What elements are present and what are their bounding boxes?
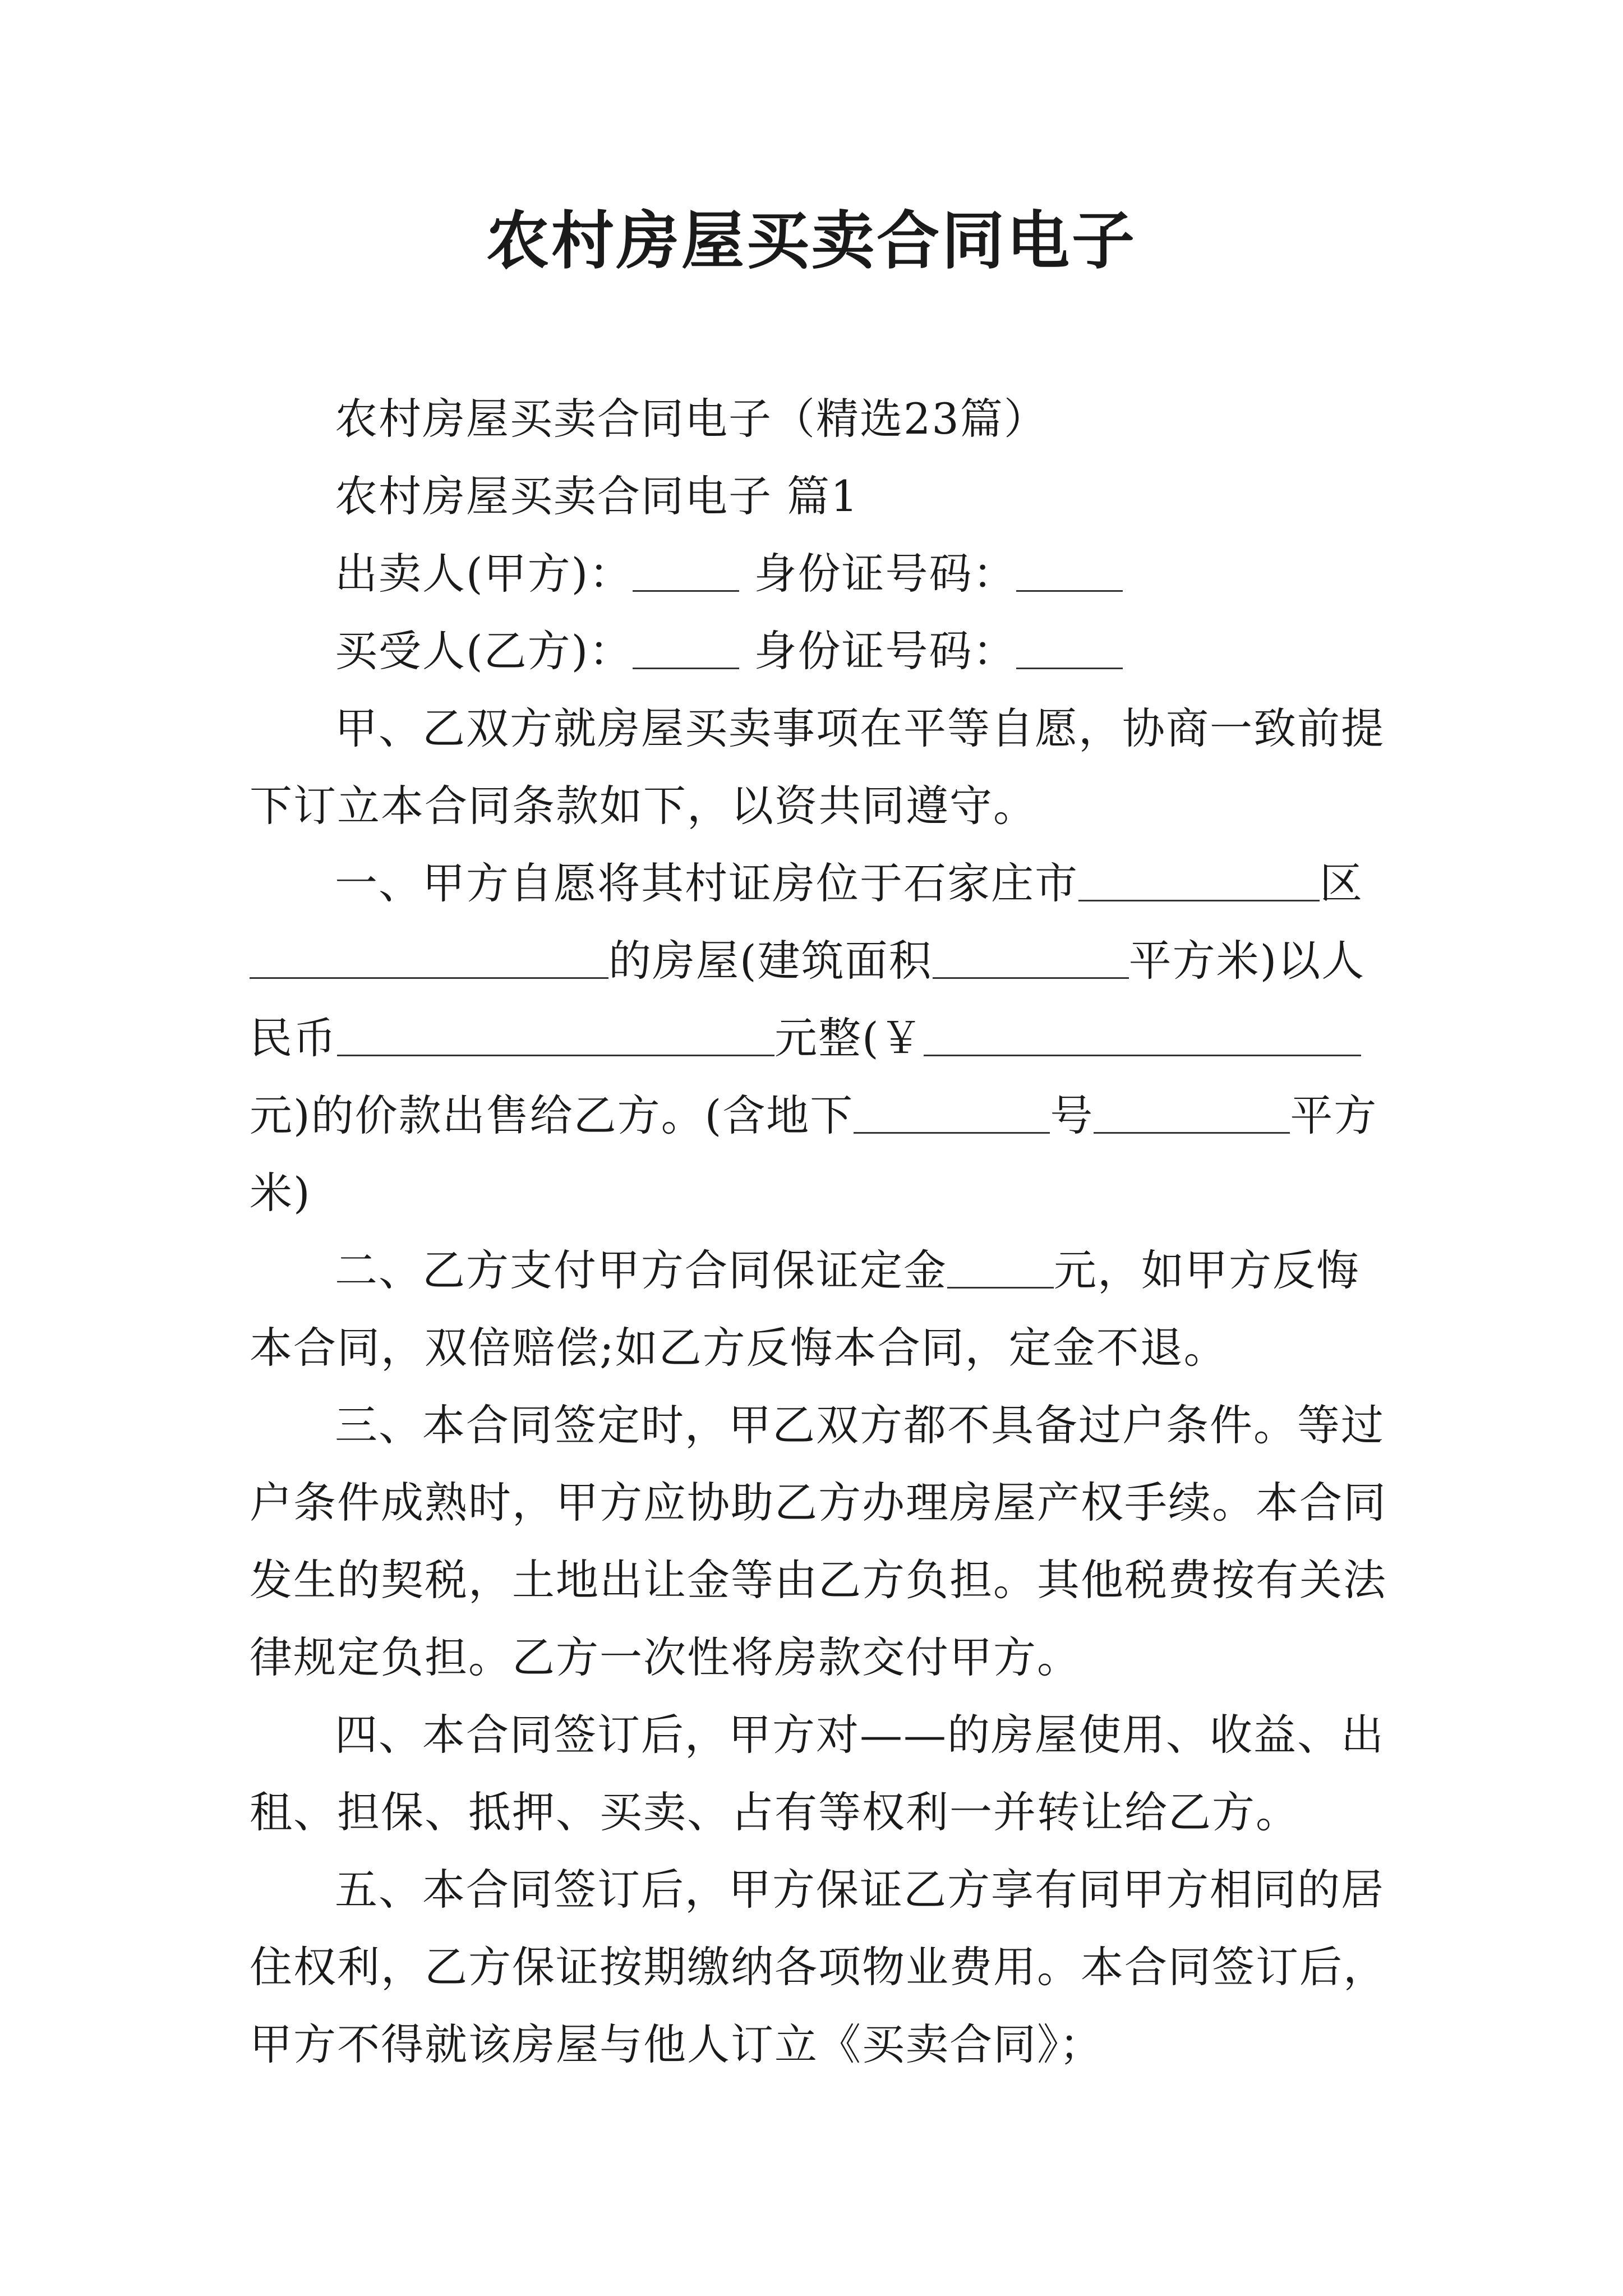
clause-2 [250,1232,1391,1387]
deposit-blank [947,1242,1054,1289]
price-figures-blank [924,1010,1361,1056]
seller-name-blank [633,545,739,592]
buyer-line [250,613,1391,690]
price-words-blank [337,1010,774,1056]
area-blank [933,932,1129,979]
clause-4: 四、本合同签订后，甲方对——的房屋使用、收益、出租、担保、抵押、买卖、占有等权利一并转让给乙方。 [250,1710,1385,1837]
clause-1-text-c: 的房屋(建筑面积 [608,936,933,986]
section-heading: 农村房屋买卖合同电子 篇1 [335,471,859,521]
seller-label: 出卖人(甲方)： [335,549,633,599]
clause-1 [250,845,1391,1232]
clause-1-text-f: 元)的价款出售给乙方。(含地下 [250,1091,854,1140]
clause-1-text-e: 元整(￥ [774,1013,924,1063]
clause-1-text-g: 号 [1050,1091,1094,1140]
address-blank [250,932,608,979]
intro-paragraph: 甲、乙双方就房屋买卖事项在平等自愿，协商一致前提下订立本合同条款如下，以资共同遵守。 [250,703,1385,831]
clause-1-text-a: 一、甲方自愿将其村证房位于石家庄市 [335,858,1078,908]
basement-number-blank [854,1087,1050,1134]
buyer-label: 买受人(乙方)： [335,626,633,676]
clause-5: 五、本合同签订后，甲方保证乙方享有同甲方相同的居住权利，乙方保证按期缴纳各项物业费用。本合同签订后，甲方不得就该房屋与他人订立《买卖合同》； [250,1865,1387,2069]
clause-1-text-b: 区 [1320,858,1363,908]
clause-2-text-b: 元，如甲方反悔本合同，双倍赔偿;如乙方反悔本合同，定金不退。 [250,1245,1360,1373]
document-subtitle: 农村房屋买卖合同电子（精选23篇） [335,394,1048,444]
clause-3: 三、本合同签定时，甲乙双方都不具备过户条件。等过户条件成熟时，甲方应协助乙方办理房屋产权手续。本合同发生的契税，土地出让金等由乙方负担。其他税费按有关法律规定负担。乙方一次性将房款交付甲方。 [250,1400,1387,1682]
clause-1-text-h: 平方米) [250,1091,1378,1218]
document-title: 农村房屋买卖合同电子 [486,205,1137,278]
seller-id-blank [1016,545,1123,592]
buyer-id-blank [1016,623,1123,669]
seller-id-label: 身份证号码： [754,549,1017,599]
basement-area-blank [1094,1087,1290,1134]
district-blank [1078,855,1320,901]
clause-2-text-a: 二、乙方支付甲方合同保证定金 [335,1245,947,1295]
buyer-name-blank [633,623,739,669]
document-body [250,380,1391,2083]
buyer-id-label: 身份证号码： [754,626,1017,676]
seller-line [250,535,1391,613]
clause-1-text-d: 平方米)以人民币 [250,936,1366,1063]
